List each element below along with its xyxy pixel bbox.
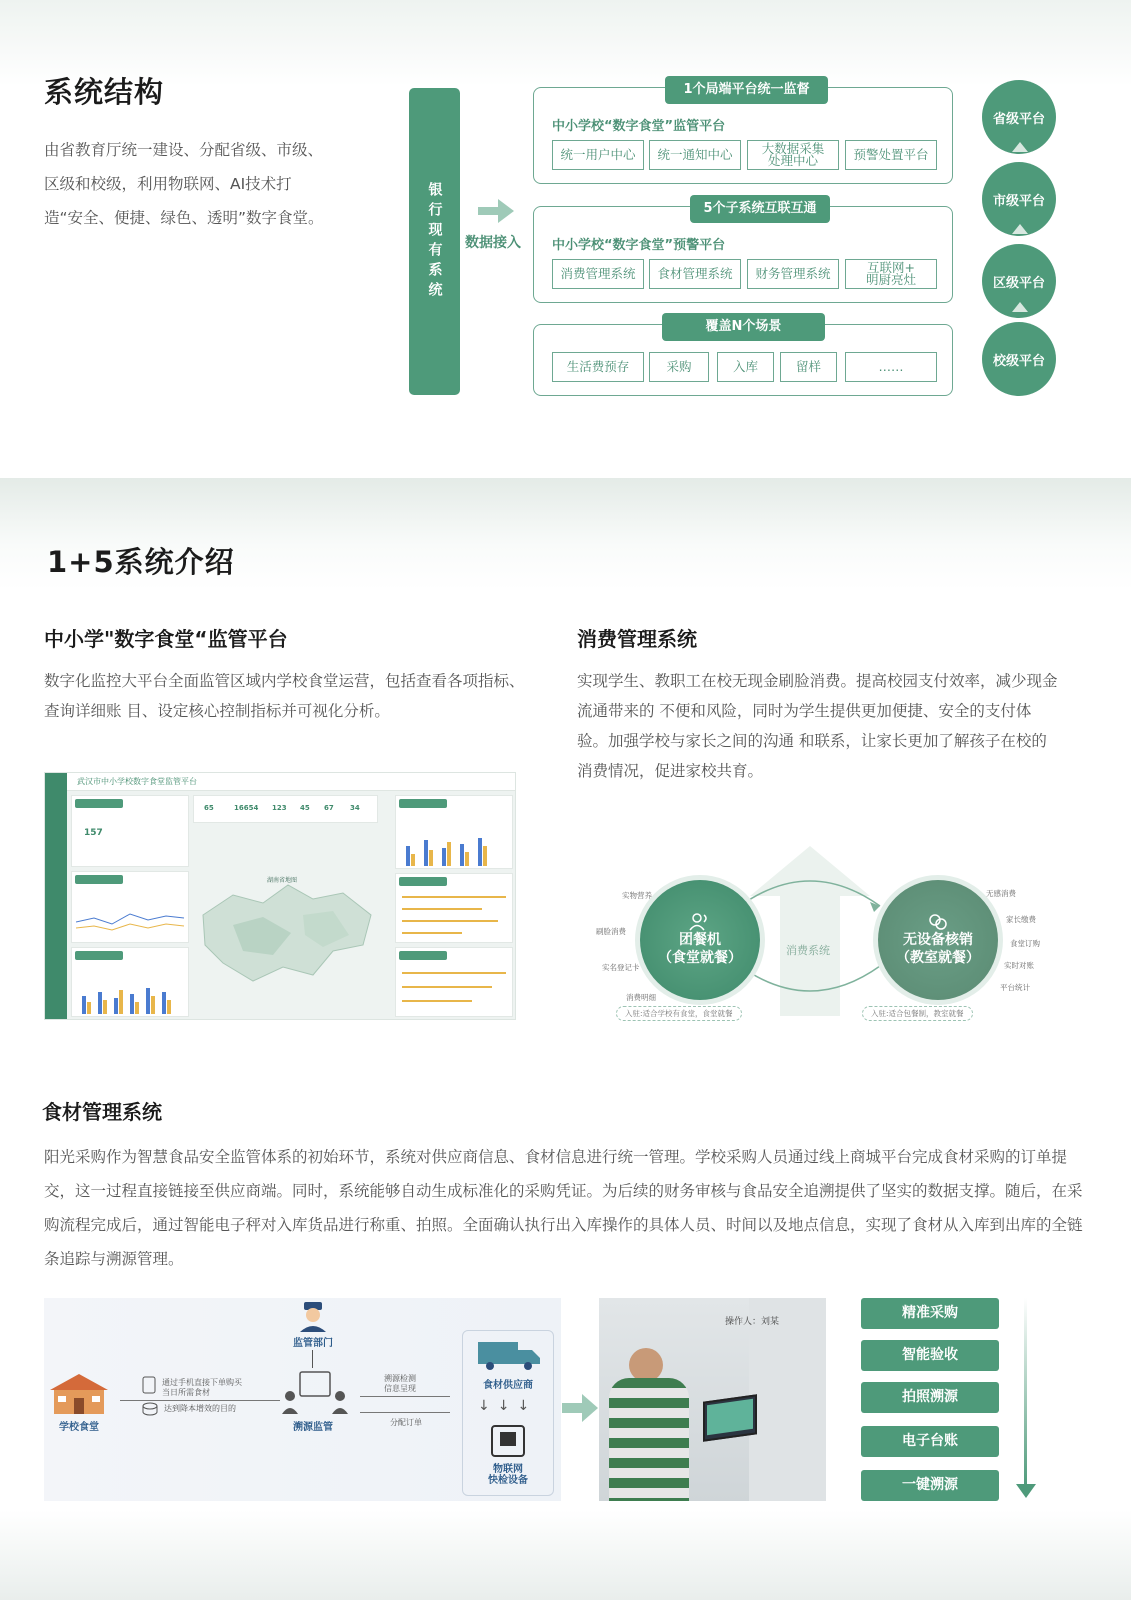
- left-tag: 实物营养: [622, 891, 652, 900]
- platform-description: 数字化监控大平台全面监管区域内学校食堂运营，包括查看各项指标、查询详细账 目、设定核心控制指标并可视化分析。: [44, 672, 525, 720]
- truck-icon: [476, 1338, 542, 1372]
- dashboard-kpi-bar: [193, 795, 378, 823]
- down-arrows-icon: ↓↓↓: [478, 1398, 538, 1414]
- flow-note-trace: 溯源检测 信息呈现: [384, 1374, 416, 1393]
- consumption-title: 消费管理系统: [577, 627, 697, 651]
- right-circle-subtitle: （教室就餐）: [896, 950, 980, 966]
- line-chart-icon: [76, 902, 186, 938]
- pill-subsystems: 5个子系统互联互通: [690, 195, 830, 223]
- up-arrow-icon: [1012, 224, 1028, 234]
- cell-purchase: 采购: [649, 352, 709, 382]
- cell-notify-center: 统一通知中心: [649, 140, 741, 170]
- kpi-value: 45: [300, 804, 310, 812]
- kpi-value: 16654: [234, 804, 259, 812]
- cell-alert-platform: 预警处置平台: [845, 140, 937, 170]
- supervision-label: 监管部门: [293, 1338, 333, 1349]
- trace-label: 溯源监管: [293, 1422, 333, 1433]
- police-icon: [296, 1300, 330, 1332]
- dashboard-title: 武汉市中小学校数字食堂监管平台: [67, 773, 516, 791]
- device-label: 物联网 快检设备: [488, 1464, 528, 1486]
- dashboard-sidebar: [45, 773, 67, 1020]
- left-caption: 入驻:适合学校有食堂，食堂就餐: [616, 1006, 742, 1021]
- center-label: 消费系统: [786, 944, 830, 957]
- consumption-description: 实现学生、教职工在校无现金刷脸消费。提高校园支付效率，减少现金流通带来的 不便和风险，同时为学生提供更加便捷、安全的支付体验。加强学校与家长之间的沟通 和联系，让家长更加了解孩子在校的消费情况，促进家校共育。: [577, 672, 1058, 780]
- map-label: 湖南省地图: [267, 877, 298, 884]
- step-electronic-ledger: 电子台账: [861, 1426, 999, 1457]
- photo-caption: 操作人：刘某: [725, 1317, 780, 1327]
- down-arrow-icon: [1016, 1484, 1036, 1498]
- dashboard-panel: [71, 947, 189, 1017]
- step-smart-inspection: 智能验收: [861, 1340, 999, 1371]
- cell-finance-system: 财务管理系统: [747, 259, 839, 289]
- dashboard-screenshot: [44, 772, 516, 1020]
- up-arrow-icon: [1012, 142, 1028, 152]
- phone-icon: [142, 1376, 156, 1394]
- section-structure-description: 由省教育厅统一建设、分配省级、市级、区级和校级，利用物联网、AI技术打造“安全、便捷、绿色、透明”数字食堂。: [44, 141, 324, 227]
- right-circle-title: 无设备核销: [903, 932, 973, 948]
- kpi-value: 65: [204, 804, 214, 812]
- cell-user-center: 统一用户中心: [552, 140, 644, 170]
- kpi-value: 34: [350, 804, 360, 812]
- ingredients-description: 阳光采购作为智慧食品安全监管体系的初始环节，系统对供应商信息、食材信息进行统一管理。学校采购人员通过线上商城平台完成食材采购的订单提交，这一过程直接链接至供应商端。同时，系统能够自动生成标准化的采购凭证。为后续的财务审核与食品安全追溯提供了坚实的数据支撑。随后，在采购流程完成后，通过智能电子秤对入库货品进行称重、拍照。全面确认执行出入库操作的具体人员、时间以及地点信息，实现了食材从入库到出库的全链条追踪与溯源管理。: [44, 1148, 1083, 1268]
- warning-platform-subtitle: 中小学校“数字食堂”预警平台: [552, 238, 726, 253]
- bank-system-bar: [409, 88, 460, 395]
- right-caption: 入驻:适合包餐制，教室就餐: [862, 1006, 973, 1021]
- cell-prepay: 生活费预存: [552, 352, 644, 382]
- bar-chart-icon: [80, 982, 180, 1014]
- dashboard-panel: [395, 873, 513, 943]
- cell-more: ……: [845, 352, 937, 382]
- right-tag: 食堂订购: [1010, 939, 1040, 948]
- cell-consumption-system: 消费管理系统: [552, 259, 644, 289]
- cell-sample: 留样: [780, 352, 837, 382]
- bank-system-label: 银行现有系统: [426, 181, 443, 302]
- no-device-verify: [878, 880, 998, 1000]
- arrow-right-icon: [562, 1394, 598, 1422]
- kpi-value: 123: [272, 804, 287, 812]
- step-precise-purchase: 精准采购: [861, 1298, 999, 1329]
- cell-warehousing: 入库: [717, 352, 774, 382]
- right-tag: 平台统计: [1000, 983, 1030, 992]
- right-tag: 实时对账: [1004, 961, 1034, 970]
- cell-bright-kitchen: 互联网+ 明厨亮灶: [845, 259, 937, 289]
- kpi-value: 67: [324, 804, 334, 812]
- level-city: 市级平台: [982, 162, 1056, 236]
- dashboard-big-number: 157: [84, 828, 103, 838]
- consumption-diagram: [590, 846, 1040, 1036]
- pill-supervision: 1个局端平台统一监督: [665, 76, 828, 104]
- bar-chart-icon: [404, 832, 504, 866]
- scanner-icon: [490, 1424, 526, 1458]
- step-photo-trace: 拍照溯源: [861, 1382, 999, 1413]
- weighing-photo: [599, 1298, 826, 1501]
- monitor-people-icon: [282, 1370, 348, 1416]
- ingredients-title: 食材管理系统: [42, 1100, 162, 1124]
- users-icon: [689, 913, 711, 931]
- left-tag: 刷脸消费: [596, 927, 626, 936]
- supervision-platform-subtitle: 中小学校“数字食堂”监管平台: [552, 119, 726, 134]
- link-icon: [927, 913, 949, 931]
- level-province: 省级平台: [982, 80, 1056, 154]
- group-meal-machine: [640, 880, 760, 1000]
- flow-note-order: 通过手机直接下单购买 当日所需食材: [162, 1378, 242, 1397]
- level-school: 校级平台: [982, 322, 1056, 396]
- section-intro-title: 1+5系统介绍: [47, 545, 235, 579]
- left-tag: 实名登记卡: [602, 963, 640, 972]
- coins-icon: [142, 1402, 158, 1416]
- dashboard-panel: [395, 947, 513, 1017]
- cell-bigdata-center: 大数据采集 处理中心: [747, 140, 839, 170]
- dashboard-panel: [71, 795, 189, 867]
- step-one-click-trace: 一键溯源: [861, 1470, 999, 1501]
- school-icon: [48, 1372, 110, 1416]
- flow-note-cost: 达到降本增效的目的: [164, 1404, 236, 1413]
- right-tag: 无感消费: [986, 889, 1016, 898]
- cell-ingredient-system: 食材管理系统: [649, 259, 741, 289]
- supplier-label: 食材供应商: [483, 1380, 533, 1391]
- pill-scenarios: 覆盖N个场景: [662, 313, 825, 341]
- dashboard-panel: [395, 795, 513, 869]
- right-tag: 家长缴费: [1006, 915, 1036, 924]
- arrow-right-icon: [478, 199, 514, 223]
- left-tag: 消费明细: [626, 993, 656, 1002]
- procurement-flow-diagram: [44, 1298, 561, 1501]
- up-arrow-icon: [1012, 302, 1028, 312]
- section-structure-title: 系统结构: [44, 75, 165, 109]
- school-label: 学校食堂: [59, 1422, 99, 1433]
- left-circle-title: 团餐机: [679, 932, 721, 948]
- left-circle-subtitle: （食堂就餐）: [658, 950, 742, 966]
- steps-arrow-line: [1024, 1298, 1027, 1488]
- data-input-label: 数据接入: [465, 235, 521, 251]
- flow-note-assign: 分配订单: [390, 1418, 422, 1427]
- level-district: 区级平台: [982, 244, 1056, 318]
- platform-title: 中小学"数字食堂“监管平台: [44, 627, 288, 651]
- dashboard-panel: [71, 871, 189, 943]
